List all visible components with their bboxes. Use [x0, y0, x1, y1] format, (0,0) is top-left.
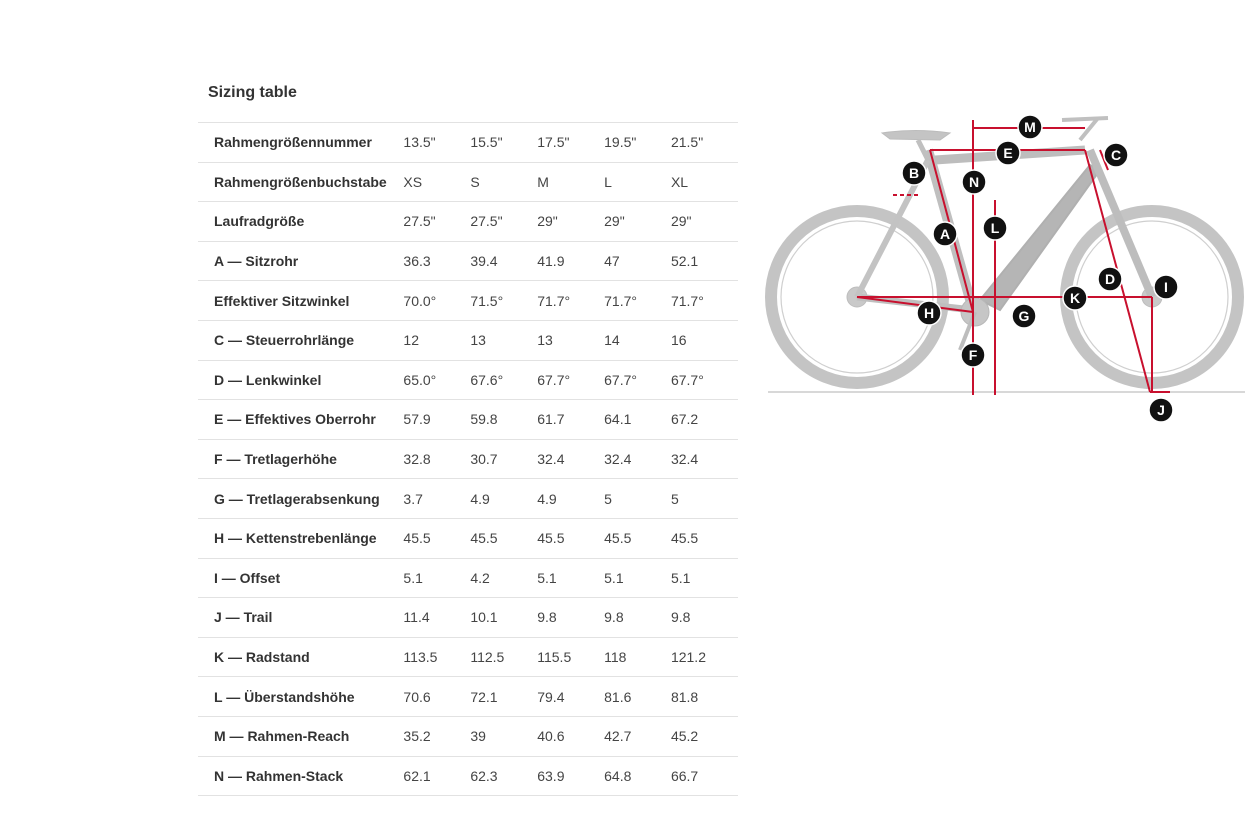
- svg-text:B: B: [908, 165, 920, 181]
- table-cell: 67.2: [670, 411, 699, 428]
- svg-text:N: N: [968, 174, 980, 190]
- marker-h: [917, 301, 941, 325]
- page-title: Sizing table: [208, 84, 297, 101]
- table-cell: 32.4: [604, 451, 632, 468]
- table-cell: 4.9: [537, 490, 557, 507]
- table-cell: 21.5": [670, 134, 704, 151]
- row-label: L — Überstandshöhe: [214, 688, 355, 705]
- marker-d: [1098, 267, 1122, 291]
- marker-j: [1149, 398, 1173, 422]
- table-cell: 9.8: [537, 609, 557, 626]
- row-label: Rahmengrößennummer: [214, 134, 372, 151]
- table-row: [198, 479, 738, 519]
- marker-f: [961, 343, 985, 367]
- table-cell: 29": [670, 213, 692, 230]
- table-row: [198, 241, 738, 281]
- row-label: F — Tretlagerhöhe: [214, 451, 337, 468]
- table-row: [198, 637, 738, 677]
- table-cell: M: [537, 173, 549, 190]
- row-label: I — Offset: [214, 569, 281, 586]
- table-cell: 5.1: [670, 569, 691, 586]
- table-cell: 40.6: [537, 728, 565, 745]
- table-cell: 71.5°: [470, 292, 504, 309]
- table-cell: 4.9: [470, 490, 490, 507]
- bike-geometry-diagram: [760, 108, 1250, 428]
- table-cell: 39.4: [470, 253, 498, 270]
- table-cell: 72.1: [470, 688, 498, 705]
- table-cell: 79.4: [537, 688, 565, 705]
- svg-text:F: F: [968, 347, 978, 363]
- marker-c: [1104, 143, 1128, 167]
- table-cell: 10.1: [470, 609, 498, 626]
- row-label: K — Radstand: [214, 649, 310, 666]
- marker-g: [1012, 304, 1036, 328]
- svg-text:C: C: [1110, 147, 1122, 163]
- table-cell: 35.2: [403, 728, 431, 745]
- table-cell: 67.7°: [604, 371, 637, 388]
- table-cell: 47: [604, 253, 620, 270]
- table-cell: 81.6: [604, 688, 632, 705]
- table-row: [198, 123, 738, 163]
- table-cell: 118: [604, 649, 627, 666]
- row-label: E — Effektives Oberrohr: [214, 411, 376, 428]
- table-cell: 45.5: [604, 530, 632, 547]
- table-cell: S: [470, 173, 480, 190]
- svg-text:J: J: [1157, 402, 1165, 418]
- sizing-table: [198, 122, 738, 796]
- table-cell: 41.9: [537, 253, 565, 270]
- table-cell: 61.7: [537, 411, 565, 428]
- table-cell: 9.8: [670, 609, 691, 626]
- table-cell: 45.5: [470, 530, 498, 547]
- table-cell: 57.9: [403, 411, 431, 428]
- table-cell: 70.0°: [403, 292, 437, 309]
- marker-k: [1063, 286, 1087, 310]
- table-cell: XS: [403, 173, 423, 190]
- table-row: [198, 281, 738, 321]
- table-cell: 32.4: [670, 451, 699, 468]
- table-row: [198, 716, 738, 756]
- table-cell: 36.3: [403, 253, 431, 270]
- table-cell: 29": [537, 213, 558, 230]
- marker-m: [1018, 115, 1042, 139]
- table-cell: 15.5": [470, 134, 503, 151]
- table-cell: 62.1: [403, 767, 431, 784]
- marker-b: [902, 161, 926, 185]
- table-cell: 52.1: [670, 253, 699, 270]
- table-row: [198, 677, 738, 717]
- table-cell: 45.5: [537, 530, 565, 547]
- row-label: H — Kettenstrebenlänge: [214, 530, 377, 547]
- table-cell: 17.5": [537, 134, 570, 151]
- row-label: Rahmengrößenbuchstabe: [214, 173, 387, 190]
- row-label: C — Steuerrohrlänge: [214, 332, 355, 349]
- table-cell: 4.2: [470, 569, 490, 586]
- table-cell: 5.1: [604, 569, 624, 586]
- table-cell: 45.5: [670, 530, 699, 547]
- row-label: N — Rahmen-Stack: [214, 767, 344, 784]
- svg-text:E: E: [1003, 145, 1013, 161]
- table-cell: 13: [537, 332, 553, 349]
- marker-a: [933, 222, 957, 246]
- table-cell: 5.1: [537, 569, 557, 586]
- table-row: [198, 320, 738, 360]
- table-cell: 27.5": [403, 213, 436, 230]
- table-cell: 71.7°: [537, 292, 571, 309]
- row-label: J — Trail: [214, 609, 273, 626]
- table-cell: 5: [604, 490, 612, 507]
- marker-i: [1154, 275, 1178, 299]
- marker-e: [996, 141, 1020, 165]
- table-row: [198, 439, 738, 479]
- table-cell: 32.8: [403, 451, 431, 468]
- svg-text:G: G: [1018, 308, 1030, 324]
- table-cell: 71.7°: [604, 292, 637, 309]
- table-cell: 27.5": [470, 213, 503, 230]
- table-row: [198, 360, 738, 400]
- row-label: M — Rahmen-Reach: [214, 728, 350, 745]
- svg-text:A: A: [939, 226, 951, 242]
- svg-text:M: M: [1024, 119, 1036, 135]
- table-cell: 70.6: [403, 688, 431, 705]
- marker-l: [983, 216, 1007, 240]
- table-cell: 67.7°: [670, 371, 704, 388]
- table-cell: 11.4: [403, 609, 430, 626]
- table-cell: 62.3: [470, 767, 498, 784]
- svg-text:H: H: [923, 305, 935, 321]
- svg-text:L: L: [990, 220, 1000, 236]
- table-cell: 63.9: [537, 767, 565, 784]
- svg-text:K: K: [1069, 290, 1081, 306]
- table-cell: 5: [670, 490, 679, 507]
- table-cell: 16: [670, 332, 687, 349]
- table-cell: 19.5": [604, 134, 637, 151]
- svg-text:I: I: [1164, 279, 1168, 295]
- row-label: D — Lenkwinkel: [214, 371, 322, 388]
- table-row: [198, 518, 738, 558]
- table-cell: 45.2: [670, 728, 699, 745]
- table-cell: 45.5: [403, 530, 431, 547]
- row-label: G — Tretlagerabsenkung: [214, 490, 380, 507]
- table-row: [198, 202, 738, 242]
- table-cell: 65.0°: [403, 371, 437, 388]
- table-cell: 71.7°: [670, 292, 704, 309]
- table-cell: 66.7: [670, 767, 699, 784]
- table-cell: 12: [403, 332, 419, 349]
- table-cell: 64.8: [604, 767, 632, 784]
- table-row: [198, 162, 738, 202]
- table-cell: 64.1: [604, 411, 632, 428]
- table-cell: 13.5": [403, 134, 436, 151]
- marker-n: [962, 170, 986, 194]
- table-cell: 67.6°: [470, 371, 504, 388]
- table-cell: 13: [470, 332, 486, 349]
- table-row: [198, 756, 738, 796]
- table-cell: 5.1: [403, 569, 423, 586]
- row-label: Laufradgröße: [214, 213, 305, 230]
- table-cell: 112.5: [470, 649, 505, 666]
- table-cell: XL: [670, 173, 689, 190]
- table-cell: 32.4: [537, 451, 565, 468]
- table-cell: 113.5: [403, 649, 438, 666]
- table-row: [198, 558, 738, 598]
- table-cell: 9.8: [604, 609, 624, 626]
- table-cell: L: [604, 173, 612, 190]
- row-label: Effektiver Sitzwinkel: [214, 292, 350, 309]
- svg-text:D: D: [1104, 271, 1116, 287]
- table-row: [198, 598, 738, 638]
- table-cell: 29": [604, 213, 625, 230]
- table-cell: 115.5: [537, 649, 572, 666]
- table-cell: 14: [604, 332, 620, 349]
- table-cell: 81.8: [670, 688, 699, 705]
- table-cell: 59.8: [470, 411, 498, 428]
- table-row: [198, 400, 738, 440]
- table-cell: 3.7: [403, 490, 423, 507]
- table-cell: 42.7: [604, 728, 632, 745]
- table-cell: 67.7°: [537, 371, 571, 388]
- table-cell: 121.2: [670, 649, 706, 666]
- row-label: A — Sitzrohr: [214, 253, 299, 270]
- table-cell: 30.7: [470, 451, 498, 468]
- table-cell: 39: [470, 728, 486, 745]
